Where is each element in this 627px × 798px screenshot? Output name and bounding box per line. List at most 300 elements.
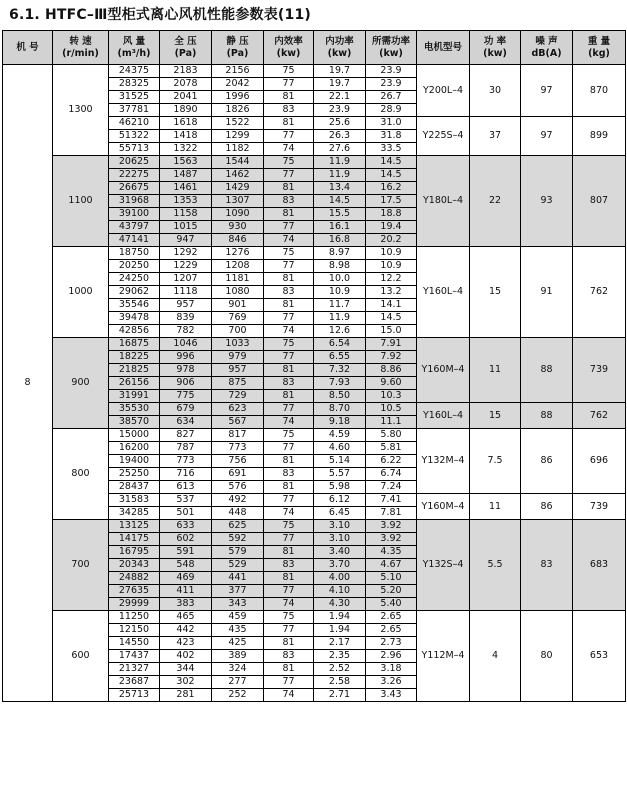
total-pressure-cell: 2041 xyxy=(160,91,212,104)
total-pressure-cell: 1418 xyxy=(160,130,212,143)
airflow-cell: 47141 xyxy=(109,234,160,247)
static-pressure-cell: 1181 xyxy=(212,273,264,286)
total-pressure-cell: 978 xyxy=(160,364,212,377)
airflow-cell: 55713 xyxy=(109,143,160,156)
static-pressure-cell: 252 xyxy=(212,689,264,702)
required-power-cell: 23.9 xyxy=(366,65,417,78)
airflow-cell: 12150 xyxy=(109,624,160,637)
airflow-cell: 37781 xyxy=(109,104,160,117)
static-pressure-cell: 1429 xyxy=(212,182,264,195)
efficiency-cell: 83 xyxy=(264,559,314,572)
static-pressure-cell: 625 xyxy=(212,520,264,533)
total-pressure-cell: 613 xyxy=(160,481,212,494)
table-row xyxy=(3,65,626,78)
internal-power-cell: 27.6 xyxy=(314,143,366,156)
airflow-cell: 29062 xyxy=(109,286,160,299)
static-pressure-cell: 1080 xyxy=(212,286,264,299)
internal-power-cell: 16.1 xyxy=(314,221,366,234)
static-pressure-cell: 576 xyxy=(212,481,264,494)
efficiency-cell: 74 xyxy=(264,325,314,338)
static-pressure-cell: 389 xyxy=(212,650,264,663)
internal-power-cell: 8.50 xyxy=(314,390,366,403)
machine-no-cell: 8 xyxy=(3,65,53,702)
noise-cell: 88 xyxy=(521,338,573,403)
required-power-cell: 3.18 xyxy=(366,663,417,676)
required-power-cell: 16.2 xyxy=(366,182,417,195)
table-body xyxy=(3,65,626,702)
required-power-cell: 33.5 xyxy=(366,143,417,156)
efficiency-cell: 75 xyxy=(264,611,314,624)
internal-power-cell: 11.7 xyxy=(314,299,366,312)
speed-cell: 1300 xyxy=(53,65,109,156)
header-row xyxy=(3,31,626,65)
total-pressure-cell: 906 xyxy=(160,377,212,390)
header-internal-efficiency: 内效率 (kw) xyxy=(264,31,314,65)
total-pressure-cell: 469 xyxy=(160,572,212,585)
internal-power-cell: 26.3 xyxy=(314,130,366,143)
efficiency-cell: 81 xyxy=(264,572,314,585)
airflow-cell: 18225 xyxy=(109,351,160,364)
noise-cell: 88 xyxy=(521,403,573,429)
static-pressure-cell: 957 xyxy=(212,364,264,377)
required-power-cell: 7.24 xyxy=(366,481,417,494)
internal-power-cell: 6.45 xyxy=(314,507,366,520)
total-pressure-cell: 827 xyxy=(160,429,212,442)
airflow-cell: 20343 xyxy=(109,559,160,572)
required-power-cell: 5.80 xyxy=(366,429,417,442)
static-pressure-cell: 773 xyxy=(212,442,264,455)
total-pressure-cell: 633 xyxy=(160,520,212,533)
table-row xyxy=(3,520,626,533)
required-power-cell: 2.73 xyxy=(366,637,417,650)
static-pressure-cell: 1276 xyxy=(212,247,264,260)
total-pressure-cell: 281 xyxy=(160,689,212,702)
noise-cell: 83 xyxy=(521,520,573,611)
total-pressure-cell: 839 xyxy=(160,312,212,325)
efficiency-cell: 77 xyxy=(264,585,314,598)
static-pressure-cell: 901 xyxy=(212,299,264,312)
required-power-cell: 10.9 xyxy=(366,247,417,260)
total-pressure-cell: 501 xyxy=(160,507,212,520)
required-power-cell: 10.9 xyxy=(366,260,417,273)
header-noise: 噪 声 dB(A) xyxy=(521,31,573,65)
internal-power-cell: 11.9 xyxy=(314,169,366,182)
required-power-cell: 31.0 xyxy=(366,117,417,130)
total-pressure-cell: 1229 xyxy=(160,260,212,273)
required-power-cell: 14.1 xyxy=(366,299,417,312)
efficiency-cell: 74 xyxy=(264,234,314,247)
internal-power-cell: 8.98 xyxy=(314,260,366,273)
noise-cell: 91 xyxy=(521,247,573,338)
total-pressure-cell: 1207 xyxy=(160,273,212,286)
internal-power-cell: 4.60 xyxy=(314,442,366,455)
weight-cell: 739 xyxy=(573,494,626,520)
static-pressure-cell: 567 xyxy=(212,416,264,429)
total-pressure-cell: 402 xyxy=(160,650,212,663)
motor-model-cell: Y160M–4 xyxy=(417,338,470,403)
static-pressure-cell: 729 xyxy=(212,390,264,403)
static-pressure-cell: 930 xyxy=(212,221,264,234)
speed-cell: 800 xyxy=(53,429,109,520)
internal-power-cell: 4.30 xyxy=(314,598,366,611)
weight-cell: 762 xyxy=(573,247,626,338)
header-motor-model: 电机型号 xyxy=(417,31,470,65)
efficiency-cell: 74 xyxy=(264,598,314,611)
weight-cell: 762 xyxy=(573,403,626,429)
efficiency-cell: 77 xyxy=(264,169,314,182)
total-pressure-cell: 1015 xyxy=(160,221,212,234)
static-pressure-cell: 324 xyxy=(212,663,264,676)
internal-power-cell: 2.17 xyxy=(314,637,366,650)
total-pressure-cell: 634 xyxy=(160,416,212,429)
motor-power-cell: 4 xyxy=(470,611,521,702)
internal-power-cell: 3.10 xyxy=(314,533,366,546)
static-pressure-cell: 377 xyxy=(212,585,264,598)
required-power-cell: 6.74 xyxy=(366,468,417,481)
required-power-cell: 3.26 xyxy=(366,676,417,689)
motor-model-cell: Y160L–4 xyxy=(417,403,470,429)
efficiency-cell: 81 xyxy=(264,364,314,377)
required-power-cell: 20.2 xyxy=(366,234,417,247)
efficiency-cell: 74 xyxy=(264,416,314,429)
airflow-cell: 11250 xyxy=(109,611,160,624)
weight-cell: 807 xyxy=(573,156,626,247)
total-pressure-cell: 996 xyxy=(160,351,212,364)
internal-power-cell: 7.93 xyxy=(314,377,366,390)
total-pressure-cell: 537 xyxy=(160,494,212,507)
required-power-cell: 3.92 xyxy=(366,533,417,546)
required-power-cell: 28.9 xyxy=(366,104,417,117)
airflow-cell: 34285 xyxy=(109,507,160,520)
total-pressure-cell: 1118 xyxy=(160,286,212,299)
internal-power-cell: 2.58 xyxy=(314,676,366,689)
required-power-cell: 5.10 xyxy=(366,572,417,585)
internal-power-cell: 7.32 xyxy=(314,364,366,377)
efficiency-cell: 83 xyxy=(264,286,314,299)
airflow-cell: 35546 xyxy=(109,299,160,312)
internal-power-cell: 13.4 xyxy=(314,182,366,195)
internal-power-cell: 3.10 xyxy=(314,520,366,533)
efficiency-cell: 77 xyxy=(264,676,314,689)
total-pressure-cell: 1046 xyxy=(160,338,212,351)
airflow-cell: 14550 xyxy=(109,637,160,650)
static-pressure-cell: 448 xyxy=(212,507,264,520)
motor-power-cell: 37 xyxy=(470,117,521,156)
efficiency-cell: 74 xyxy=(264,689,314,702)
airflow-cell: 13125 xyxy=(109,520,160,533)
required-power-cell: 18.8 xyxy=(366,208,417,221)
weight-cell: 899 xyxy=(573,117,626,156)
internal-power-cell: 3.70 xyxy=(314,559,366,572)
efficiency-cell: 74 xyxy=(264,507,314,520)
internal-power-cell: 2.52 xyxy=(314,663,366,676)
internal-power-cell: 1.94 xyxy=(314,624,366,637)
total-pressure-cell: 787 xyxy=(160,442,212,455)
required-power-cell: 3.43 xyxy=(366,689,417,702)
static-pressure-cell: 623 xyxy=(212,403,264,416)
header-machine-no: 机 号 xyxy=(3,31,53,65)
efficiency-cell: 77 xyxy=(264,442,314,455)
required-power-cell: 13.2 xyxy=(366,286,417,299)
speed-cell: 1100 xyxy=(53,156,109,247)
static-pressure-cell: 459 xyxy=(212,611,264,624)
required-power-cell: 7.91 xyxy=(366,338,417,351)
required-power-cell: 10.5 xyxy=(366,403,417,416)
airflow-cell: 43797 xyxy=(109,221,160,234)
static-pressure-cell: 2156 xyxy=(212,65,264,78)
motor-model-cell: Y180L–4 xyxy=(417,156,470,247)
static-pressure-cell: 1208 xyxy=(212,260,264,273)
noise-cell: 86 xyxy=(521,429,573,494)
static-pressure-cell: 529 xyxy=(212,559,264,572)
required-power-cell: 2.96 xyxy=(366,650,417,663)
efficiency-cell: 74 xyxy=(264,143,314,156)
total-pressure-cell: 591 xyxy=(160,546,212,559)
efficiency-cell: 77 xyxy=(264,312,314,325)
airflow-cell: 27635 xyxy=(109,585,160,598)
static-pressure-cell: 1462 xyxy=(212,169,264,182)
total-pressure-cell: 411 xyxy=(160,585,212,598)
motor-power-cell: 5.5 xyxy=(470,520,521,611)
airflow-cell: 24882 xyxy=(109,572,160,585)
efficiency-cell: 77 xyxy=(264,403,314,416)
static-pressure-cell: 846 xyxy=(212,234,264,247)
static-pressure-cell: 2042 xyxy=(212,78,264,91)
required-power-cell: 31.8 xyxy=(366,130,417,143)
efficiency-cell: 81 xyxy=(264,663,314,676)
table-row xyxy=(3,429,626,442)
airflow-cell: 16795 xyxy=(109,546,160,559)
static-pressure-cell: 1826 xyxy=(212,104,264,117)
airflow-cell: 20625 xyxy=(109,156,160,169)
speed-cell: 700 xyxy=(53,520,109,611)
required-power-cell: 5.20 xyxy=(366,585,417,598)
internal-power-cell: 2.35 xyxy=(314,650,366,663)
total-pressure-cell: 1158 xyxy=(160,208,212,221)
internal-power-cell: 5.98 xyxy=(314,481,366,494)
efficiency-cell: 83 xyxy=(264,377,314,390)
static-pressure-cell: 1299 xyxy=(212,130,264,143)
required-power-cell: 17.5 xyxy=(366,195,417,208)
static-pressure-cell: 1522 xyxy=(212,117,264,130)
efficiency-cell: 81 xyxy=(264,546,314,559)
efficiency-cell: 81 xyxy=(264,481,314,494)
required-power-cell: 7.92 xyxy=(366,351,417,364)
required-power-cell: 6.22 xyxy=(366,455,417,468)
required-power-cell: 7.81 xyxy=(366,507,417,520)
weight-cell: 653 xyxy=(573,611,626,702)
efficiency-cell: 75 xyxy=(264,156,314,169)
static-pressure-cell: 579 xyxy=(212,546,264,559)
required-power-cell: 4.35 xyxy=(366,546,417,559)
airflow-cell: 28437 xyxy=(109,481,160,494)
motor-model-cell: Y112M–4 xyxy=(417,611,470,702)
required-power-cell: 5.81 xyxy=(366,442,417,455)
efficiency-cell: 81 xyxy=(264,637,314,650)
total-pressure-cell: 442 xyxy=(160,624,212,637)
static-pressure-cell: 769 xyxy=(212,312,264,325)
required-power-cell: 2.65 xyxy=(366,611,417,624)
internal-power-cell: 3.40 xyxy=(314,546,366,559)
motor-power-cell: 11 xyxy=(470,338,521,403)
internal-power-cell: 4.10 xyxy=(314,585,366,598)
internal-power-cell: 8.70 xyxy=(314,403,366,416)
required-power-cell: 8.86 xyxy=(366,364,417,377)
header-speed: 转 速 (r/min) xyxy=(53,31,109,65)
table-row xyxy=(3,247,626,260)
internal-power-cell: 14.5 xyxy=(314,195,366,208)
noise-cell: 97 xyxy=(521,117,573,156)
static-pressure-cell: 425 xyxy=(212,637,264,650)
required-power-cell: 14.5 xyxy=(366,312,417,325)
required-power-cell: 2.65 xyxy=(366,624,417,637)
airflow-cell: 31968 xyxy=(109,195,160,208)
airflow-cell: 20250 xyxy=(109,260,160,273)
internal-power-cell: 5.14 xyxy=(314,455,366,468)
required-power-cell: 10.3 xyxy=(366,390,417,403)
internal-power-cell: 6.54 xyxy=(314,338,366,351)
efficiency-cell: 83 xyxy=(264,468,314,481)
internal-power-cell: 11.9 xyxy=(314,156,366,169)
airflow-cell: 21327 xyxy=(109,663,160,676)
total-pressure-cell: 1563 xyxy=(160,156,212,169)
airflow-cell: 25250 xyxy=(109,468,160,481)
static-pressure-cell: 343 xyxy=(212,598,264,611)
efficiency-cell: 83 xyxy=(264,195,314,208)
total-pressure-cell: 679 xyxy=(160,403,212,416)
header-weight: 重 量 (kg) xyxy=(573,31,626,65)
static-pressure-cell: 1544 xyxy=(212,156,264,169)
total-pressure-cell: 383 xyxy=(160,598,212,611)
efficiency-cell: 81 xyxy=(264,208,314,221)
static-pressure-cell: 277 xyxy=(212,676,264,689)
efficiency-cell: 81 xyxy=(264,117,314,130)
total-pressure-cell: 957 xyxy=(160,299,212,312)
airflow-cell: 38570 xyxy=(109,416,160,429)
speed-cell: 1000 xyxy=(53,247,109,338)
speed-cell: 900 xyxy=(53,338,109,429)
noise-cell: 80 xyxy=(521,611,573,702)
motor-power-cell: 22 xyxy=(470,156,521,247)
airflow-cell: 29999 xyxy=(109,598,160,611)
efficiency-cell: 75 xyxy=(264,520,314,533)
efficiency-cell: 75 xyxy=(264,338,314,351)
total-pressure-cell: 1890 xyxy=(160,104,212,117)
required-power-cell: 19.4 xyxy=(366,221,417,234)
page-title: 6.1. HTFC–Ⅲ型柜式离心风机性能参数表(11) xyxy=(9,7,312,23)
internal-power-cell: 6.12 xyxy=(314,494,366,507)
static-pressure-cell: 979 xyxy=(212,351,264,364)
airflow-cell: 14175 xyxy=(109,533,160,546)
airflow-cell: 51322 xyxy=(109,130,160,143)
required-power-cell: 4.67 xyxy=(366,559,417,572)
internal-power-cell: 2.71 xyxy=(314,689,366,702)
weight-cell: 739 xyxy=(573,338,626,403)
static-pressure-cell: 441 xyxy=(212,572,264,585)
header-airflow: 风 量 (m³/h) xyxy=(109,31,160,65)
table-row xyxy=(3,338,626,351)
required-power-cell: 14.5 xyxy=(366,169,417,182)
motor-model-cell: Y225S–4 xyxy=(417,117,470,156)
efficiency-cell: 83 xyxy=(264,104,314,117)
required-power-cell: 12.2 xyxy=(366,273,417,286)
internal-power-cell: 5.57 xyxy=(314,468,366,481)
static-pressure-cell: 700 xyxy=(212,325,264,338)
airflow-cell: 24375 xyxy=(109,65,160,78)
internal-power-cell: 1.94 xyxy=(314,611,366,624)
airflow-cell: 35530 xyxy=(109,403,160,416)
total-pressure-cell: 1292 xyxy=(160,247,212,260)
internal-power-cell: 19.7 xyxy=(314,65,366,78)
total-pressure-cell: 775 xyxy=(160,390,212,403)
airflow-cell: 21825 xyxy=(109,364,160,377)
airflow-cell: 19400 xyxy=(109,455,160,468)
required-power-cell: 26.7 xyxy=(366,91,417,104)
airflow-cell: 25713 xyxy=(109,689,160,702)
airflow-cell: 39478 xyxy=(109,312,160,325)
airflow-cell: 31991 xyxy=(109,390,160,403)
static-pressure-cell: 756 xyxy=(212,455,264,468)
weight-cell: 696 xyxy=(573,429,626,494)
efficiency-cell: 75 xyxy=(264,247,314,260)
total-pressure-cell: 773 xyxy=(160,455,212,468)
internal-power-cell: 25.6 xyxy=(314,117,366,130)
efficiency-cell: 81 xyxy=(264,91,314,104)
internal-power-cell: 12.6 xyxy=(314,325,366,338)
header-motor-power: 功 率 (kw) xyxy=(470,31,521,65)
airflow-cell: 31525 xyxy=(109,91,160,104)
speed-cell: 600 xyxy=(53,611,109,702)
noise-cell: 86 xyxy=(521,494,573,520)
required-power-cell: 14.5 xyxy=(366,156,417,169)
efficiency-cell: 77 xyxy=(264,78,314,91)
internal-power-cell: 4.59 xyxy=(314,429,366,442)
header-required-power: 所需功率 (kw) xyxy=(366,31,417,65)
required-power-cell: 3.92 xyxy=(366,520,417,533)
airflow-cell: 31583 xyxy=(109,494,160,507)
static-pressure-cell: 1996 xyxy=(212,91,264,104)
header-static-pressure: 静 压 (Pa) xyxy=(212,31,264,65)
total-pressure-cell: 782 xyxy=(160,325,212,338)
noise-cell: 97 xyxy=(521,65,573,117)
efficiency-cell: 81 xyxy=(264,299,314,312)
noise-cell: 93 xyxy=(521,156,573,247)
weight-cell: 683 xyxy=(573,520,626,611)
required-power-cell: 5.40 xyxy=(366,598,417,611)
total-pressure-cell: 1618 xyxy=(160,117,212,130)
static-pressure-cell: 1182 xyxy=(212,143,264,156)
total-pressure-cell: 2078 xyxy=(160,78,212,91)
total-pressure-cell: 1322 xyxy=(160,143,212,156)
total-pressure-cell: 947 xyxy=(160,234,212,247)
internal-power-cell: 10.9 xyxy=(314,286,366,299)
total-pressure-cell: 716 xyxy=(160,468,212,481)
efficiency-cell: 77 xyxy=(264,130,314,143)
total-pressure-cell: 2183 xyxy=(160,65,212,78)
performance-table xyxy=(2,30,626,702)
static-pressure-cell: 691 xyxy=(212,468,264,481)
airflow-cell: 24250 xyxy=(109,273,160,286)
motor-power-cell: 15 xyxy=(470,247,521,338)
internal-power-cell: 9.18 xyxy=(314,416,366,429)
motor-power-cell: 11 xyxy=(470,494,521,520)
internal-power-cell: 22.1 xyxy=(314,91,366,104)
airflow-cell: 39100 xyxy=(109,208,160,221)
required-power-cell: 23.9 xyxy=(366,78,417,91)
efficiency-cell: 77 xyxy=(264,624,314,637)
internal-power-cell: 16.8 xyxy=(314,234,366,247)
table-row xyxy=(3,611,626,624)
